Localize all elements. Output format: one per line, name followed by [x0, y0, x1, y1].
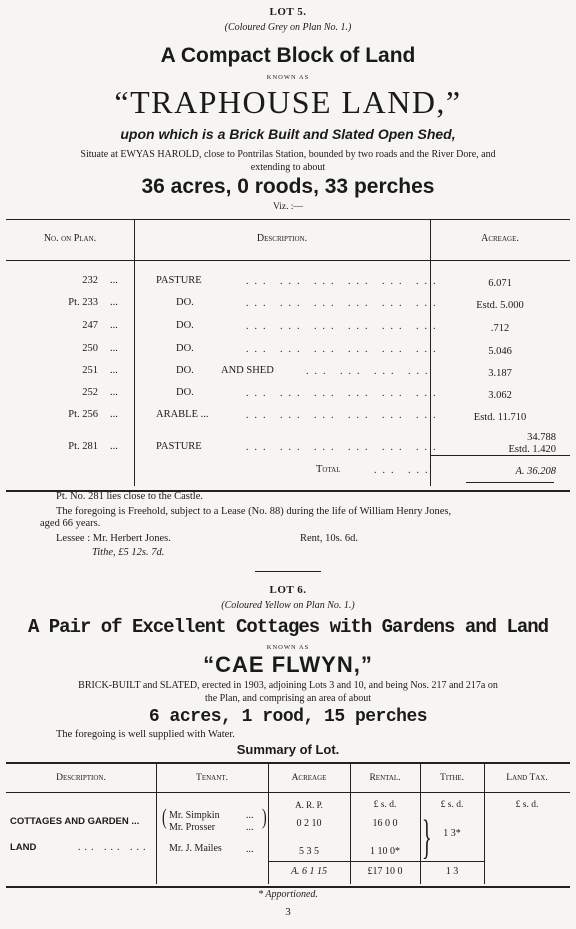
note-lessee: Lessee : Mr. Herbert Jones.	[56, 533, 171, 544]
summary-table: Description. Tenant. Acreage Rental. Tithe. Land Tax. A. R. P. £ s. d. £ s. d. £ s. d. COTTAGES AND GARDEN ... ( Mr. Simpkin Mr. Prosser ... ... ) 0 2 10 16 0 0 } 1 3* LAND ... ... ... Mr. J. Mailes ... 5 3 5 1 10 0* A. 6 1 15 £17 10 0 1 3	[6, 762, 570, 888]
lot6-plan-note: (Coloured Yellow on Plan No. 1.)	[221, 600, 355, 611]
col-header-description: Description.	[256, 233, 308, 244]
lot5-label: LOT 5.	[269, 6, 307, 18]
lot6-area: 6 acres, 1 rood, 15 perches	[148, 707, 428, 727]
lot5-location: Situate at EWYAS HAROLD, close to Pontrilas Station, bounded by two roads and the River Dore, and	[80, 149, 496, 160]
lot5-viz: Viz. :—	[272, 202, 304, 212]
units-acreage: A. R. P.	[295, 800, 323, 810]
footnote: * Apportioned.	[258, 889, 318, 900]
units-landtax: £ s. d.	[515, 800, 539, 810]
col-header-acreage: Acreage.	[481, 233, 519, 244]
summary-header-acreage: Acreage	[291, 773, 327, 783]
units-rental: £ s. d.	[373, 800, 397, 810]
note-rent: Rent, 10s. 6d.	[300, 533, 359, 544]
lot6-water: The foregoing is well supplied with Water.	[56, 729, 235, 740]
total-label: Total	[316, 464, 341, 475]
divider	[255, 571, 321, 572]
summary-header-tithe: Tithe.	[439, 773, 465, 783]
lot5-table: No. on Plan. Description. Acreage. 232 ... PASTURE ... ... ... ... ... ... 6.071 Pt. 233 ... DO. ... ... ... ... ... ... Estd. 5.000 247 ... DO. ... ... ... ... ... ... .712 250 ... DO. ... ... ... ... ... ... 5.046 251 ... DO. AND SHED ... ... ... ... 3.187 252 ... DO. ... ... ... ... ... ... 3.062 Pt. 256 ... ARABLE ... ... ... ... ... ... ... Estd. 11.710 Pt. 281 ... PASTURE ... ... ... ... ... ... 34.788 Estd. 1.420 Total ... ... A. 36.208	[6, 219, 570, 492]
lot6-headline: A Pair of Excellent Cottages with Gardens and Land	[27, 616, 549, 638]
note-castle: Pt. No. 281 lies close to the Castle.	[56, 491, 203, 502]
lot5-area: 36 acres, 0 roods, 33 perches	[141, 175, 435, 198]
lot5-extending: extending to about	[250, 162, 326, 173]
lot5-known-as: KNOWN AS	[266, 74, 310, 81]
lot6-property-name: “CAE FLWYN,”	[203, 652, 373, 677]
summary-header-tenant: Tenant.	[196, 773, 228, 783]
page-number: 3	[285, 906, 291, 918]
note-freehold: The foregoing is Freehold, subject to a Lease (No. 88) during the life of William Henry Jones,	[56, 506, 452, 517]
lot6-desc1: BRICK-BUILT and SLATED, erected in 1903, adjoining Lots 3 and 10, and being Nos. 217 and 217a on	[78, 680, 498, 691]
units-tithe: £ s. d.	[440, 800, 464, 810]
summary-title: Summary of Lot.	[236, 742, 340, 757]
lot5-plan-note: (Coloured Grey on Plan No. 1.)	[224, 22, 352, 33]
lot6-known-as: KNOWN AS	[266, 644, 310, 651]
lot5-headline: A Compact Block of Land	[160, 44, 416, 67]
summary-header-description: Description.	[56, 773, 106, 783]
note-aged: aged 66 years.	[40, 518, 101, 529]
total-acreage: A. 36.208	[515, 466, 556, 477]
summary-header-rental: Rental.	[369, 773, 401, 783]
lot5-property-name: “TRAPHOUSE LAND,”	[114, 84, 462, 120]
lot5-subhead: upon which is a Brick Built and Slated Open Shed,	[120, 126, 456, 142]
lot6-label: LOT 6.	[269, 584, 307, 596]
lot6-desc2: the Plan, and comprising an area of about	[204, 693, 372, 704]
col-header-no: No. on Plan.	[43, 233, 97, 244]
summary-header-landtax: Land Tax.	[506, 773, 548, 783]
note-tithe: Tithe, £5 12s. 7d.	[92, 547, 165, 558]
